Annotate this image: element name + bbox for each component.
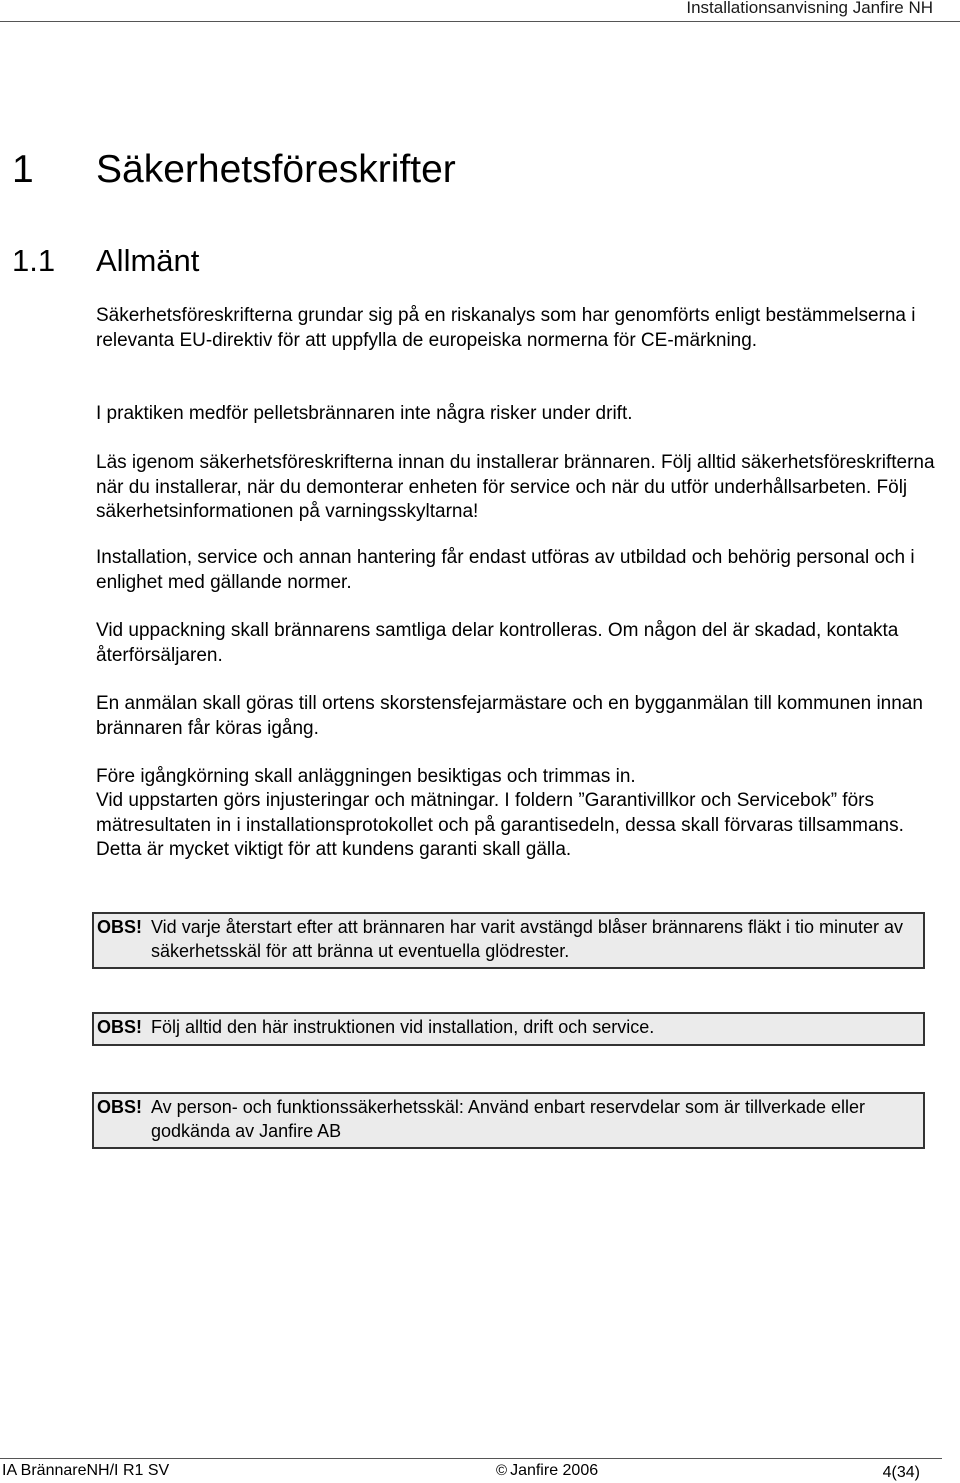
paragraph-unpacking: Vid uppackning skall brännarens samtliga delar kontrolleras. Om någon del är skadad, kontakta återförsäljaren. xyxy=(96,620,899,666)
footer-copyright xyxy=(496,1462,598,1480)
section-heading xyxy=(12,148,456,192)
paragraph-notification: En anmälan skall göras till ortens skorstensfejarmästare och en bygganmälan till kommunen innan brännaren får köras igång. xyxy=(96,693,923,739)
subsection-title: Allmänt xyxy=(96,243,200,278)
section-title: Säkerhetsföreskrifter xyxy=(96,148,456,191)
paragraph-authorized-personnel: Installation, service och annan hantering får endast utföras av utbildad och behörig personal och i enlighet med gällande normer. xyxy=(96,547,915,593)
header-divider xyxy=(0,21,960,22)
paragraph-no-risks: I praktiken medför pelletsbrännaren inte några risker under drift. xyxy=(96,403,633,424)
paragraph-inspection: Före igångkörning skall anläggningen besiktigas och trimmas in. xyxy=(96,766,636,787)
paragraph-risk-analysis: Säkerhetsföreskrifterna grundar sig på en riskanalys som har genomförts enligt bestämmelserna i relevanta EU-direktiv för att uppfylla de europeiska normerna för CE-märkning. xyxy=(96,305,916,351)
section-number: 1 xyxy=(12,148,34,191)
note-text: Vid varje återstart efter att brännaren har varit avstängd blåser brännarens fläkt i tio minuter av säkerhetsskäl för att bränna ut eventuella glödrester. xyxy=(151,917,904,961)
footer-divider xyxy=(0,1458,942,1459)
page-footer xyxy=(0,1460,942,1482)
note-label: OBS! xyxy=(97,1017,142,1037)
note-text: Av person- och funktionssäkerhetsskäl: Använd enbart reservdelar som är tillverkade eller godkända av Janfire AB xyxy=(151,1097,866,1141)
page-total: (34) xyxy=(891,1464,920,1481)
note-box-spare-parts xyxy=(92,1092,925,1149)
note-box-follow-instructions xyxy=(92,1012,925,1046)
note-text: Följ alltid den här instruktionen vid installation, drift och service. xyxy=(151,1017,655,1037)
page-header-title: Installationsanvisning Janfire NH xyxy=(686,0,933,17)
paragraph-startup-measurements: Vid uppstarten görs injusteringar och mätningar. I foldern ”Garantivillkor och Servicebok” förs mätresultaten in i installationsprotokollet och på garantisedeln, dessa skall förvaras tillsammans. Detta är mycket viktigt för att kundens garanti skall gälla. xyxy=(96,790,904,860)
page-current: 4 xyxy=(882,1464,892,1481)
note-box-restart xyxy=(92,912,925,969)
paragraph-read-instructions: Läs igenom säkerhetsföreskrifterna innan du installerar brännaren. Följ alltid säkerhetsföreskrifterna när du installerar, när du demonterar enheten för service och när du utför underhållsarbeten. Följ säkerhetsinformationen på varningsskyltarna! xyxy=(96,452,935,522)
note-label: OBS! xyxy=(97,917,142,937)
note-label: OBS! xyxy=(97,1097,142,1117)
footer-page-number xyxy=(883,1464,920,1482)
footer-copyright-text: Janfire 2006 xyxy=(510,1462,599,1479)
copyright-icon: © xyxy=(496,1462,508,1479)
subsection-number: 1.1 xyxy=(12,243,56,278)
footer-document-id: IA BrännareNH/I R1 SV xyxy=(2,1462,170,1479)
subsection-heading xyxy=(12,243,199,279)
